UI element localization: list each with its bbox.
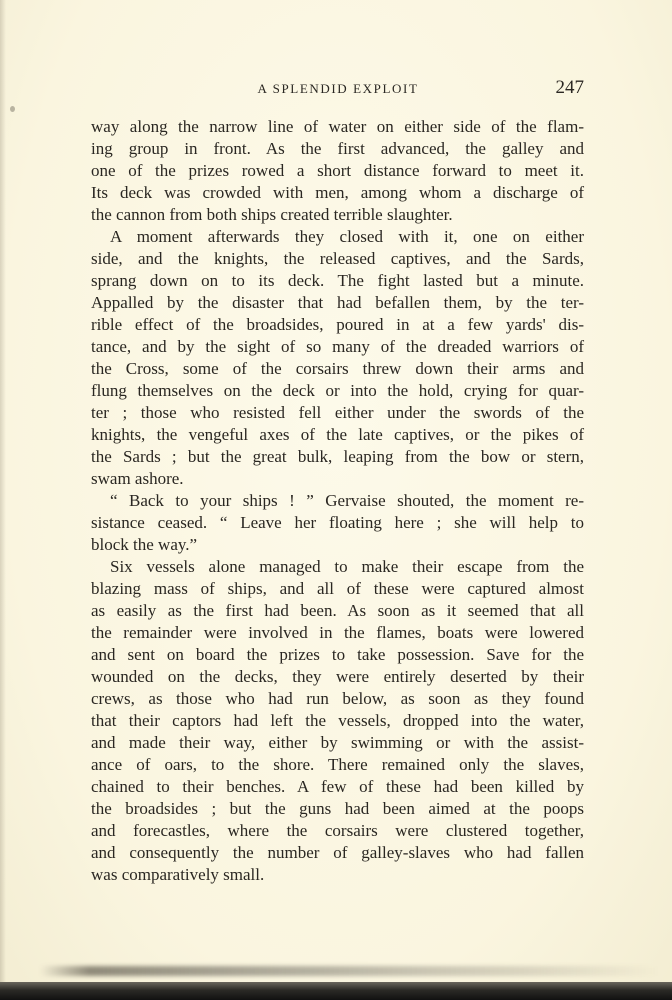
- text-line: was comparatively small.: [91, 865, 265, 884]
- text-line: side, and the knights, the released captives, and the Sards,: [91, 249, 584, 268]
- ink-spot: [10, 106, 15, 112]
- text-line: rible effect of the broadsides, poured in at a few yards' dis-: [91, 315, 584, 334]
- running-head: A SPLENDID EXPLOIT: [257, 81, 419, 96]
- page-header: [90, 77, 586, 101]
- text-line: A moment afterwards they closed with it, one on either: [110, 227, 584, 246]
- text-line: way along the narrow line of water on either side of the flam-: [91, 117, 584, 136]
- text-line: ance of oars, to the shore. There remained only the slaves,: [91, 755, 584, 774]
- text-line: block the way.”: [91, 535, 198, 554]
- text-line: and consequently the number of galley-slaves who had fallen: [91, 843, 584, 862]
- text-line: the broadsides ; but the guns had been aimed at the poops: [91, 799, 584, 818]
- text-line: knights, the vengeful axes of the late captives, or the pikes of: [91, 425, 584, 444]
- text-line: the cannon from both ships created terrible slaughter.: [91, 205, 453, 224]
- text-line: the Cross, some of the corsairs threw down their arms and: [91, 359, 584, 378]
- text-line: blazing mass of ships, and all of these were captured almost: [91, 579, 584, 598]
- text-line: as easily as the first had been. As soon as it seemed that all: [91, 601, 584, 620]
- text-line: crews, as those who had run below, as soon as they found: [91, 689, 584, 708]
- text-line: the remainder were involved in the flames, boats were lowered: [91, 623, 584, 642]
- text-line: sistance ceased. “ Leave her floating here ; she will help to: [91, 513, 584, 532]
- text-line: and made their way, either by swimming or with the assist-: [91, 733, 584, 752]
- text-line: Six vessels alone managed to make their escape from the: [110, 557, 584, 576]
- text-line: one of the prizes rowed a short distance forward to meet it.: [91, 161, 584, 180]
- text-line: Appalled by the disaster that had befallen them, by the ter-: [91, 293, 584, 312]
- text-line: sprang down on to its deck. The fight lasted but a minute.: [91, 271, 584, 290]
- body-text: [91, 116, 584, 886]
- text-line: chained to their benches. A few of these had been killed by: [91, 777, 584, 796]
- text-line: that their captors had left the vessels, dropped into the water,: [91, 711, 584, 730]
- scan-smudge: [40, 966, 660, 976]
- text-line: flung themselves on the deck or into the hold, crying for quar-: [91, 381, 584, 400]
- text-line: ter ; those who resisted fell either under the swords of the: [91, 403, 584, 422]
- text-line: and sent on board the prizes to take possession. Save for the: [91, 645, 584, 664]
- text-line: “ Back to your ships ! ” Gervaise shouted, the moment re-: [110, 491, 584, 510]
- text-line: ing group in front. As the first advanced, the galley and: [91, 139, 584, 158]
- text-line: tance, and by the sight of so many of the dreaded warriors of: [91, 337, 584, 356]
- text-line: the Sards ; but the great bulk, leaping from the bow or stern,: [91, 447, 584, 466]
- page-edge-shadow: [0, 0, 6, 982]
- text-line: wounded on the decks, they were entirely deserted by their: [91, 667, 584, 686]
- text-line: swam ashore.: [91, 469, 184, 488]
- scan-bottom-shadow: [0, 982, 672, 1000]
- text-line: Its deck was crowded with men, among whom a discharge of: [91, 183, 584, 202]
- page-number: 247: [555, 77, 584, 98]
- text-line: and forecastles, where the corsairs were clustered together,: [91, 821, 584, 840]
